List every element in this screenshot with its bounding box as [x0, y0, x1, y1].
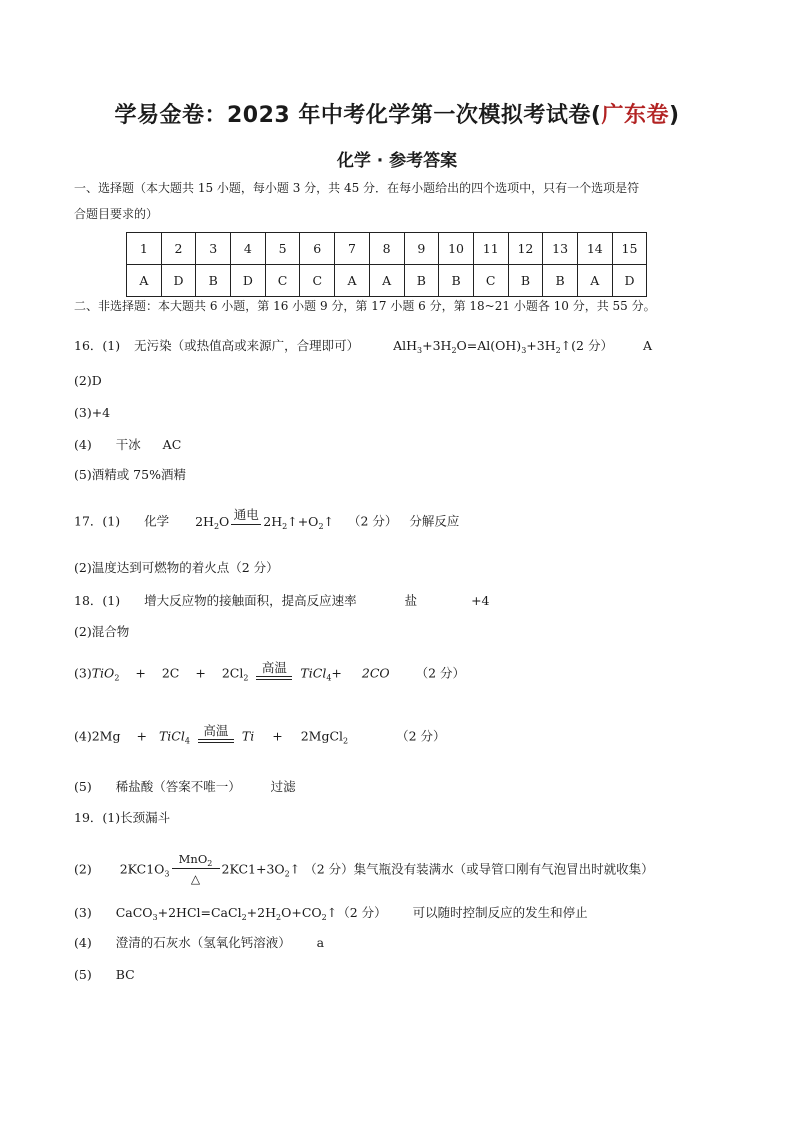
q16-part1 — [74, 337, 652, 360]
eq-text: +2H — [246, 905, 276, 920]
eq-text: O+CO — [281, 905, 322, 920]
q19-part3 — [74, 904, 588, 927]
eq-text: 2CO — [361, 665, 390, 681]
eq-sub: 2 — [451, 346, 457, 355]
eq-sub: 3 — [152, 913, 158, 922]
q18-p4-label: (4) — [74, 728, 92, 744]
condition-bar — [198, 739, 234, 740]
heat-symbol: △ — [190, 872, 201, 886]
eq-sub: 2 — [213, 521, 220, 531]
q19-p5-label: (5) — [74, 967, 92, 982]
eq-text: ↑(2 分） — [560, 338, 613, 353]
q16-label: 16．(1) — [74, 338, 121, 353]
q16-p1-equation — [393, 338, 613, 353]
eq-text: +2HCl=CaCl — [157, 905, 242, 920]
eq-text: +3H — [526, 338, 556, 353]
table-cell: 11 — [473, 233, 508, 265]
eq-text: ↑（2 分） — [326, 905, 387, 920]
table-cell: 14 — [577, 233, 612, 265]
q18-part5 — [74, 778, 296, 796]
q16-p1-text: 无污染（或热值高或来源广，合理即可） — [134, 338, 360, 353]
table-cell: 15 — [612, 233, 647, 265]
table-cell: B — [543, 265, 578, 297]
q16-p4-answer: AC — [162, 437, 182, 452]
eq-sub: 2 — [276, 913, 282, 922]
q19-p3-text: 可以随时控制反应的发生和停止 — [412, 905, 588, 920]
eq-text: CaCO — [115, 905, 153, 920]
eq-text: AlH — [393, 338, 418, 353]
q17-part1 — [74, 508, 459, 536]
eq-text: +3H — [422, 338, 452, 353]
document-title — [0, 98, 794, 129]
q17-label: 17．(1) — [74, 513, 121, 529]
q18-p5-answer: 过滤 — [270, 779, 296, 794]
catalyst-heat-condition — [170, 852, 222, 888]
eq-text: TiCl — [300, 665, 327, 681]
table-cell: A — [127, 265, 162, 297]
eq-sub: 3 — [521, 346, 527, 355]
eq-text: ↑ — [289, 861, 301, 877]
q19-p4-label: (4) — [74, 935, 92, 950]
eq-text: 2Cl — [221, 665, 244, 681]
q18-p1-text: 增大反应物的接触面积，提高反应速率 — [144, 593, 357, 608]
eq-text: Ti — [241, 728, 255, 744]
title-main: 学易金卷：2023 年中考化学第一次模拟考试卷( — [114, 103, 602, 128]
title-close: ) — [668, 103, 680, 128]
table-cell: B — [439, 265, 474, 297]
eq-text: 2KC1O — [119, 861, 165, 877]
eq-text: + — [331, 665, 342, 681]
answer-table — [126, 232, 647, 297]
table-cell: 2 — [161, 233, 196, 265]
table-cell: A — [335, 265, 370, 297]
eq-text: + — [136, 728, 147, 744]
q18-p3-label: (3) — [74, 665, 92, 681]
table-cell: A — [369, 265, 404, 297]
q18-part4 — [74, 722, 446, 752]
q18-p5-text: 稀盐酸（答案不唯一） — [115, 779, 241, 794]
q18-part3 — [74, 659, 465, 689]
table-cell: C — [265, 265, 300, 297]
q19-p3-equation — [116, 905, 387, 920]
answer-table-answer-row — [127, 265, 647, 297]
table-cell: 6 — [300, 233, 335, 265]
q19-p4-text: 澄清的石灰水（氢氧化钙溶液） — [115, 935, 291, 950]
eq-text: TiO — [91, 665, 115, 681]
eq-text: O — [219, 513, 230, 529]
section1-heading-line1: 一、选择题（本大题共 15 小题，每小题 3 分，共 45 分．在每小题给出的四个选项中，只有一个选项是符 — [74, 181, 640, 195]
q18-label: 18．(1) — [74, 593, 121, 608]
eq-sub: 3 — [164, 869, 170, 879]
q17-p1-equation — [195, 507, 335, 531]
eq-text: 2H — [195, 513, 214, 529]
eq-sub: 2 — [284, 869, 290, 879]
eq-text: + — [195, 665, 206, 681]
condition-text: 通电 — [233, 507, 259, 522]
eq-sub: 4 — [326, 673, 332, 683]
table-cell: B — [196, 265, 231, 297]
section2-heading: 二、非选择题：本大题共 6 小题，第 16 小题 9 分，第 17 小题 6 分，第 18~21 小题各 10 分，共 55 分。 — [74, 299, 656, 313]
q19-part4 — [74, 934, 324, 952]
q18-p3-score: （2 分） — [415, 665, 466, 681]
eq-sub: 2 — [555, 346, 561, 355]
eq-text: 2MgCl — [300, 728, 344, 744]
condition-bar — [172, 868, 220, 869]
condition-text: 高温 — [203, 723, 229, 738]
condition-text: 高温 — [261, 660, 287, 675]
table-cell: D — [161, 265, 196, 297]
condition-bar — [231, 524, 261, 525]
q19-part2 — [74, 852, 654, 888]
q16-part4 — [74, 436, 181, 454]
eq-text: 2Mg — [91, 728, 121, 744]
eq-sub: 2 — [241, 913, 247, 922]
table-cell: 9 — [404, 233, 439, 265]
q16-part2: (2)D — [74, 373, 102, 388]
high-temperature-condition — [196, 722, 236, 752]
q18-part2: (2)混合物 — [74, 624, 130, 639]
table-cell: 5 — [265, 233, 300, 265]
eq-text: + — [135, 665, 146, 681]
electrolysis-condition — [229, 508, 263, 536]
table-cell: C — [300, 265, 335, 297]
eq-sub: 2 — [114, 673, 120, 683]
eq-sub: 2 — [243, 673, 249, 683]
q19-part1: 19．(1)长颈漏斗 — [74, 810, 171, 825]
q18-p4-score: （2 分） — [396, 728, 446, 744]
q19-p3-label: (3) — [74, 905, 92, 920]
table-cell: 8 — [369, 233, 404, 265]
condition-bar — [256, 679, 292, 680]
eq-text: TiCl — [158, 728, 185, 744]
eq-sub: 2 — [318, 521, 324, 531]
document-subtitle: 化学 · 参考答案 — [336, 151, 458, 171]
eq-text: 2KC1+3O — [221, 861, 285, 877]
q19-part5 — [74, 966, 135, 984]
eq-text: O=Al(OH) — [456, 338, 522, 353]
condition-bar — [256, 676, 292, 677]
table-cell: 12 — [508, 233, 543, 265]
table-cell: B — [508, 265, 543, 297]
table-cell: 4 — [231, 233, 266, 265]
q16-part5: (5)酒精或 75%酒精 — [74, 467, 186, 482]
eq-sub: 2 — [207, 859, 213, 868]
q16-part3: (3)+4 — [74, 405, 111, 420]
eq-text: 2H — [263, 513, 283, 529]
eq-sub: 3 — [417, 346, 423, 355]
table-cell: 13 — [543, 233, 578, 265]
table-cell: D — [612, 265, 647, 297]
q16-p4-text: 干冰 — [115, 437, 141, 452]
table-cell: 7 — [335, 233, 370, 265]
q18-p1-answer3: +4 — [471, 593, 490, 608]
q19-p2-text: （2 分）集气瓶没有装满水（或导管口刚有气泡冒出时就收集） — [304, 861, 654, 877]
eq-text: ↑+O — [287, 513, 319, 529]
eq-text: 2C — [161, 665, 180, 681]
q16-p1-answer: A — [642, 338, 652, 353]
q18-part1 — [74, 592, 490, 610]
table-cell: D — [231, 265, 266, 297]
table-cell: 3 — [196, 233, 231, 265]
eq-sub: 2 — [321, 913, 327, 922]
q17-part2: (2)温度达到可燃物的着火点（2 分） — [74, 560, 279, 575]
q17-p1-answer: 分解反应 — [409, 513, 460, 529]
eq-sub: 2 — [343, 736, 349, 746]
eq-text: ↑ — [323, 513, 335, 529]
q16-p4-label: (4) — [74, 437, 92, 452]
table-cell: 1 — [127, 233, 162, 265]
eq-text: + — [272, 728, 283, 744]
condition-bar — [198, 742, 234, 743]
title-region: 广东卷 — [601, 103, 669, 128]
table-cell: 10 — [439, 233, 474, 265]
q18-p5-label: (5) — [74, 779, 92, 794]
eq-sub: 2 — [282, 521, 288, 531]
section1-heading-line2: 合题目要求的） — [74, 207, 159, 221]
q18-p1-answer2: 盐 — [404, 593, 418, 608]
table-cell: A — [577, 265, 612, 297]
q19-p4-answer: a — [316, 935, 325, 950]
table-cell: B — [404, 265, 439, 297]
answer-table-number-row — [127, 233, 647, 265]
q17-p1-score: （2 分） — [347, 513, 398, 529]
eq-sub: 4 — [184, 736, 190, 746]
high-temperature-condition — [254, 659, 294, 689]
q19-p5-text: BC — [115, 967, 135, 982]
q19-p2-label: (2) — [74, 861, 92, 877]
condition-text: MnO — [178, 852, 208, 866]
q17-p1-text: 化学 — [144, 513, 170, 529]
table-cell: C — [473, 265, 508, 297]
